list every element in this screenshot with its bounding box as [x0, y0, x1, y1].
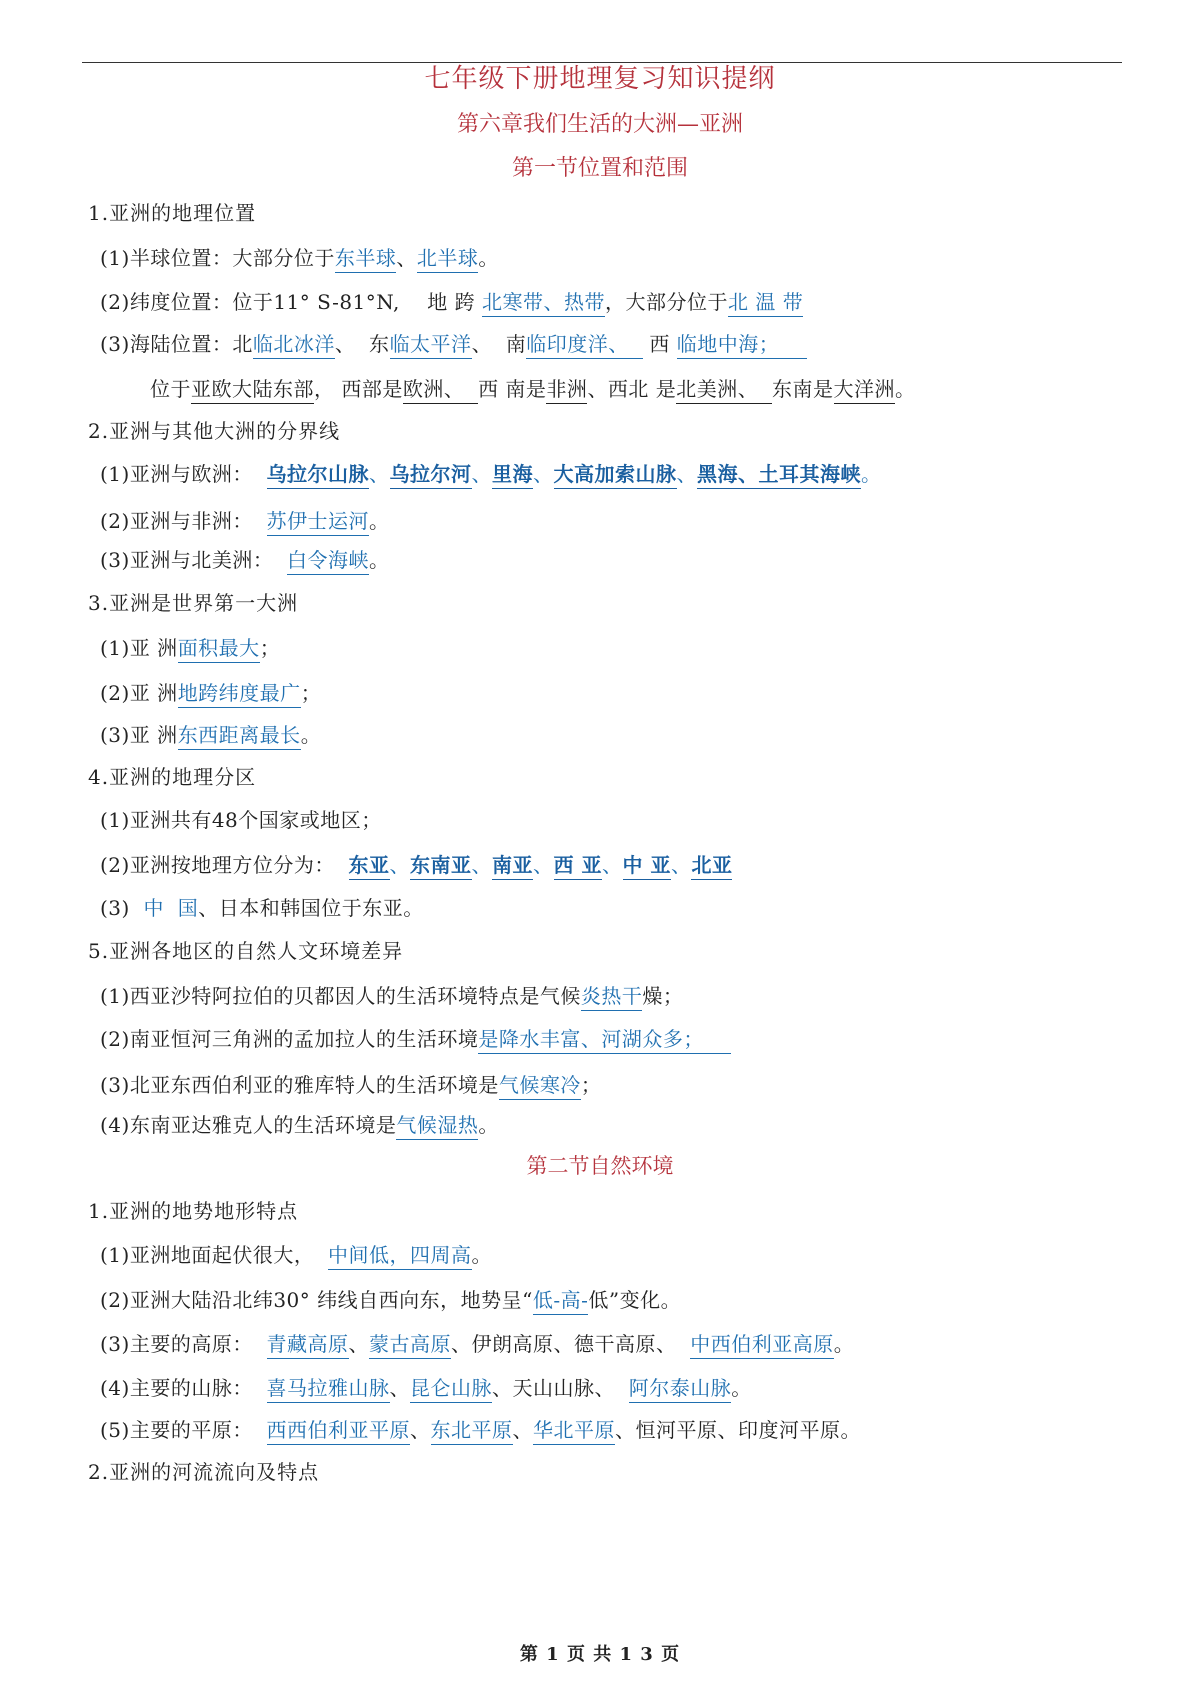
plateaus-line: (3)主要的高原： 青藏高原、蒙古高原、伊朗高原、德干高原、 中西伯利亚高原。 [100, 1334, 854, 1354]
page-number: 第 1 页 共 1 3 页 [519, 1644, 681, 1665]
section-title-2: 第二节自然环境 [526, 1154, 674, 1178]
asia-europe-line: (1)亚洲与欧洲： 乌拉尔山脉、乌拉尔河、里海、大高加索山脉、黑海、土耳其海峡。 [100, 464, 882, 484]
longest-east-west-line: (3)亚 洲东西距离最长。 [100, 725, 321, 745]
section-title-1: 第一节位置和范围 [511, 156, 688, 181]
asia-africa-line: (2)亚洲与非洲： 苏伊士运河。 [100, 511, 390, 531]
regions-line: (2)亚洲按地理方位分为： 东亚、东南亚、南亚、西 亚、中 亚、北亚 [100, 855, 732, 875]
terrain-relief-line: (1)亚洲地面起伏很大， 中间低，四周高。 [100, 1245, 492, 1265]
bengali-line: (2)南亚恒河三角洲的孟加拉人的生活环境是降水丰富、河湖众多； [100, 1029, 731, 1049]
latitude-line: (2)纬度位置：位于11° S-81°N, 地 跨 北寒带、热带，大部分位于北 温 带 [100, 292, 803, 312]
east-asia-line: (3) 中 国、日本和韩国位于东亚。 [100, 896, 424, 920]
heading-rivers: 2.亚洲的河流流向及特点 [88, 1460, 320, 1484]
chapter-title: 第六章我们生活的大洲—亚洲 [456, 112, 743, 137]
plains-line: (5)主要的平原： 西西伯利亚平原、东北平原、华北平原、恒河平原、印度河平原。 [100, 1420, 861, 1440]
heading-boundaries: 2.亚洲与其他大洲的分界线 [88, 419, 341, 443]
heading-largest-continent: 3.亚洲是世界第一大洲 [88, 591, 299, 615]
heading-environment-differences: 5.亚洲各地区的自然人文环境差异 [88, 939, 404, 963]
heading-geo-location: 1.亚洲的地理位置 [88, 201, 257, 225]
dayak-line: (4)东南亚达雅克人的生活环境是气候湿热。 [100, 1115, 499, 1135]
sea-land-line: (3)海陆位置：北临北冰洋、 东临太平洋、 南临印度洋、 西 临地中海； [100, 334, 807, 354]
hemisphere-line: (1)半球位置：大部分位于东半球、北半球。 [100, 248, 499, 268]
heading-regions: 4.亚洲的地理分区 [88, 765, 257, 789]
neighbors-line: 位于亚欧大陆东部， 西部是欧洲、 西 南是非洲、西北 是北美洲、 东南是大洋洲。 [150, 379, 916, 399]
document-title: 七年级下册地理复习知识提纲 [424, 64, 776, 94]
top-rule [82, 62, 1122, 63]
asia-north-america-line: (3)亚洲与北美洲： 白令海峡。 [100, 550, 390, 570]
largest-area-line: (1)亚 洲面积最大； [100, 638, 280, 658]
heading-terrain: 1.亚洲的地势地形特点 [88, 1199, 299, 1223]
bedouin-line: (1)西亚沙特阿拉伯的贝都因人的生活环境特点是气候炎热干燥； [100, 986, 683, 1006]
yakut-line: (3)北亚东西伯利亚的雅库特人的生活环境是气候寒冷； [100, 1075, 601, 1095]
terrain-30n-line: (2)亚洲大陆沿北纬30° 纬线自西向东，地势呈“低-高-低”变化。 [100, 1290, 681, 1310]
mountains-line: (4)主要的山脉： 喜马拉雅山脉、昆仑山脉、天山山脉、 阿尔泰山脉。 [100, 1378, 752, 1398]
country-count-line: (1)亚洲共有48个国家或地区； [100, 808, 382, 832]
widest-latitude-line: (2)亚 洲地跨纬度最广； [100, 683, 321, 703]
